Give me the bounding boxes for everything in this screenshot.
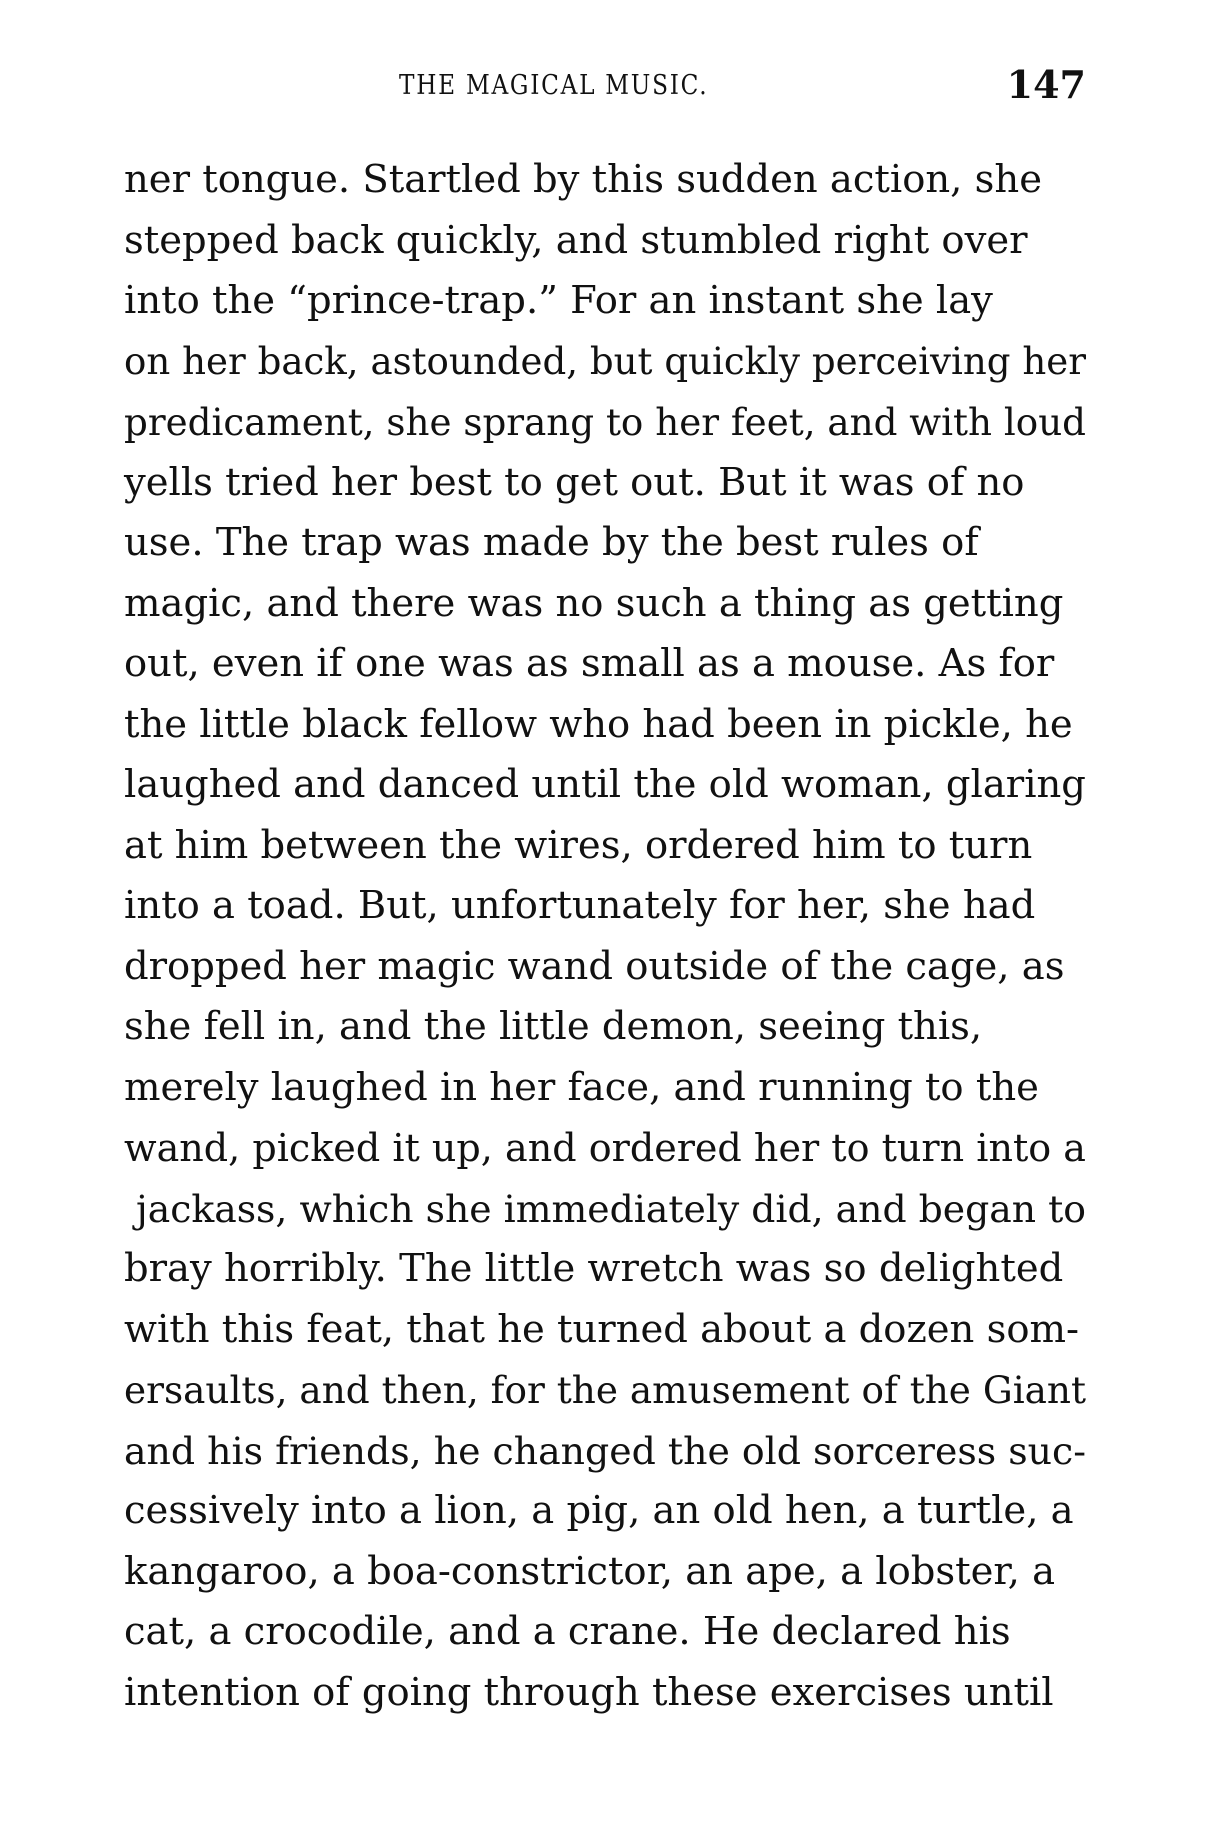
text-line: kangaroo, a boa-constrictor, an ape, a lobster, a bbox=[124, 1548, 1056, 1594]
text-line: cat, a crocodile, and a crane. He declared his bbox=[124, 1609, 1011, 1654]
text-line: merely laughed in her face, and running to the bbox=[124, 1064, 1039, 1110]
text-line: ner tongue. Startled by this sudden action, she bbox=[124, 157, 1042, 202]
text-line: and his friends, he changed the old sorceress suc- bbox=[124, 1428, 1086, 1473]
running-title: THE MAGICAL MUSIC. bbox=[399, 70, 709, 101]
text-line: bray horribly. The little wretch was so delighted bbox=[124, 1246, 1064, 1291]
text-line: wand, picked it up, and ordered her to turn into a bbox=[124, 1126, 1086, 1170]
text-line: intention of going through these exercises until bbox=[124, 1669, 1054, 1715]
page-number: 147 bbox=[1006, 62, 1086, 107]
text-line: dropped her magic wand outside of the cage, as bbox=[124, 943, 1065, 989]
text-line: into a toad. But, unfortunately for her, she had bbox=[124, 883, 1036, 928]
text-line: jackass, which she immediately did, and began to bbox=[136, 1186, 1086, 1231]
text-line: magic, and there was no such a thing as getting bbox=[124, 580, 1064, 626]
text-line: use. The trap was made by the best rules of bbox=[124, 520, 979, 565]
text-line: stepped back quickly, and stumbled right over bbox=[124, 217, 1028, 263]
text-line: at him between the wires, ordered him to turn bbox=[124, 822, 1033, 868]
text-line: predicament, she sprang to her feet, and with loud bbox=[124, 400, 1086, 444]
text-line: with this feat, that he turned about a dozen som- bbox=[124, 1306, 1080, 1352]
running-head bbox=[124, 62, 1086, 122]
text-line: the little black fellow who had been in pickle, he bbox=[124, 701, 1073, 747]
text-line: into the “prince-trap.” For an instant she lay bbox=[124, 278, 993, 323]
text-line: she fell in, and the little demon, seeing this, bbox=[124, 1004, 983, 1049]
text-line: out, even if one was as small as a mouse. As for bbox=[124, 641, 1055, 686]
text-line: cessively into a lion, a pig, an old hen, a turtle, a bbox=[124, 1488, 1074, 1533]
text-line: ersaults, and then, for the amusement of the Giant bbox=[124, 1368, 1086, 1412]
text-line: on her back, astounded, but quickly perceiving her bbox=[124, 339, 1086, 383]
body-text bbox=[124, 150, 1086, 1723]
text-line: yells tried her best to get out. But it was of no bbox=[124, 459, 1025, 505]
text-line: laughed and danced until the old woman, glaring bbox=[124, 762, 1086, 807]
